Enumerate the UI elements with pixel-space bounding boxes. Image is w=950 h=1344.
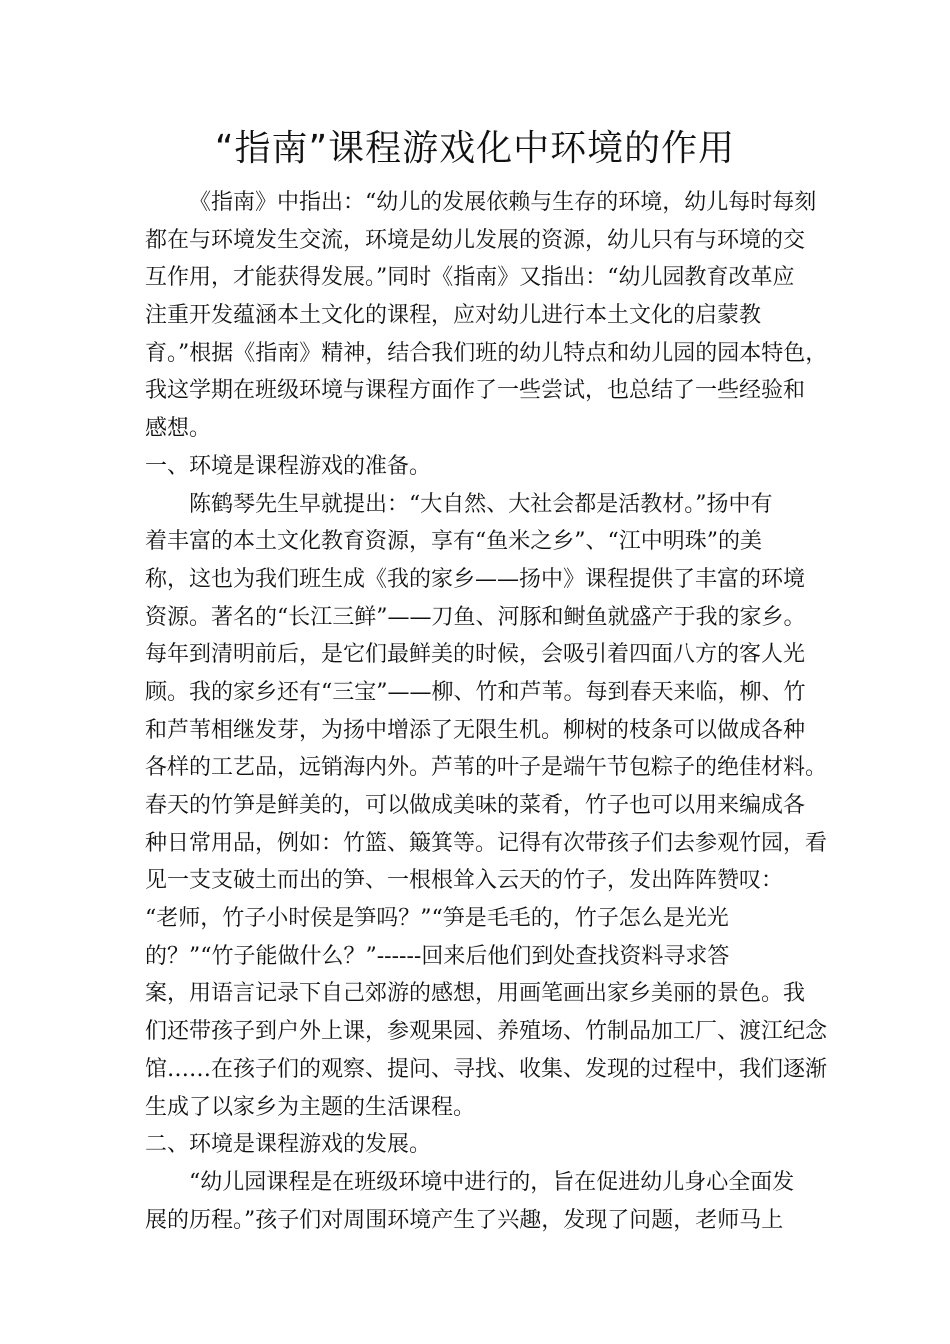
paragraph-line: “幼儿园课程是在班级环境中进行的，旨在促进幼儿身心全面发 <box>189 1169 795 1195</box>
paragraph-line: 注重开发蕴涵本土文化的课程，应对幼儿进行本土文化的启蒙教 <box>145 303 762 329</box>
paragraph-line: 资源。著名的“长江三鲜”——刀鱼、河豚和鲥鱼就盛产于我的家乡。 <box>145 604 806 630</box>
paragraph-line: 着丰富的本土文化教育资源，享有“鱼米之乡”、“江中明珠”的美 <box>145 529 762 555</box>
section-heading: 二、环境是课程游戏的发展。 <box>145 1132 432 1158</box>
paragraph-line: 感想。 <box>145 416 212 442</box>
paragraph-line: 各样的工艺品，远销海内外。芦苇的叶子是端午节包粽子的绝佳材料。 <box>145 755 828 781</box>
paragraph-line: 们还带孩子到户外上课，参观果园、养殖场、竹制品加工厂、渡江纪念 <box>145 1019 828 1045</box>
paragraph-line: 展的历程。”孩子们对周围环境产生了兴趣，发现了问题，老师马上 <box>145 1207 784 1233</box>
paragraph-line: 见一支支破土而出的笋、一根根耸入云天的竹子，发出阵阵赞叹： <box>145 868 784 894</box>
paragraph-line: 案，用语言记录下自己郊游的感想，用画笔画出家乡美丽的景色。我 <box>145 981 806 1007</box>
paragraph-line: 每年到清明前后，是它们最鲜美的时候，会吸引着四面八方的客人光 <box>145 642 806 668</box>
paragraph-line: 都在与环境发生交流，环境是幼儿发展的资源，幼儿只有与环境的交 <box>145 227 806 253</box>
paragraph-line: 种日常用品，例如：竹篮、簸箕等。记得有次带孩子们去参观竹园，看 <box>145 830 828 856</box>
paragraph-line: 和芦苇相继发芽，为扬中增添了无限生机。柳树的枝条可以做成各种 <box>145 717 806 743</box>
paragraph-line: “老师，竹子小时侯是笋吗？”“笋是毛毛的，竹子怎么是光光 <box>145 906 729 932</box>
paragraph-line: 育。”根据《指南》精神，结合我们班的幼儿特点和幼儿园的园本特色， <box>145 340 828 366</box>
paragraph-line: 称，这也为我们班生成《我的家乡——扬中》课程提供了丰富的环境 <box>145 566 806 592</box>
paragraph-line: 《指南》中指出：“幼儿的发展依赖与生存的环境，幼儿每时每刻 <box>189 190 817 215</box>
paragraph-line: 互作用，才能获得发展。”同时《指南》又指出：“幼儿园教育改革应 <box>145 265 795 291</box>
paragraph-line: 我这学期在班级环境与课程方面作了一些尝试，也总结了一些经验和 <box>145 378 806 404</box>
paragraph-line: 生成了以家乡为主题的生活课程。 <box>145 1094 476 1120</box>
paragraph-line: 顾。我的家乡还有“三宝”——柳、竹和芦苇。每到春天来临，柳、竹 <box>145 679 806 705</box>
paragraph-line: 春天的竹笋是鲜美的，可以做成美味的菜肴，竹子也可以用来编成各 <box>145 793 806 818</box>
document-title: “指南”课程游戏化中环境的作用 <box>214 128 736 169</box>
document-body <box>145 184 828 1239</box>
paragraph-line: 的？”“竹子能做什么？”------回来后他们到处查找资料寻求答 <box>145 943 730 969</box>
section-heading: 一、环境是课程游戏的准备。 <box>145 453 432 479</box>
paragraph-line: 陈鹤琴先生早就提出：“大自然、大社会都是活教材。”扬中有 <box>189 491 773 517</box>
paragraph-line: 馆……在孩子们的观察、提问、寻找、收集、发现的过程中，我们逐渐 <box>145 1056 828 1082</box>
